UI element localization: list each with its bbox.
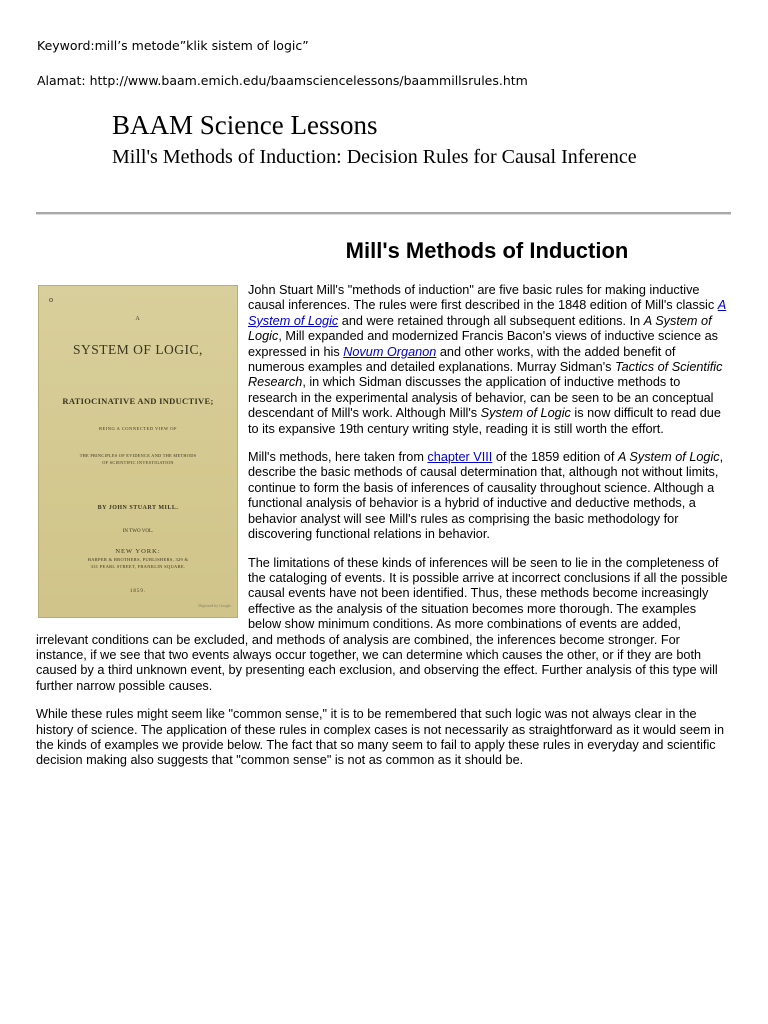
horizontal-rule <box>36 212 731 215</box>
cover-year: 1859. <box>129 589 147 594</box>
cover-stamp: Digitized by Google <box>198 602 231 608</box>
p1-italic-2: Tactics of Scientific Research <box>248 360 723 390</box>
article-body <box>36 283 732 782</box>
cover-line-1: BEING A CONNECTED VIEW OF <box>98 426 178 431</box>
p1-text-1: John Stuart Mill's "methods of induction" are five basic rules for making inductive causal inferences. The rules were first described in the 1848 edition of Mill's classic <box>248 283 718 313</box>
p1-text-4: and other works, with the added benefit of numerous examples and detailed explanations. Murray Sidman's <box>248 344 676 375</box>
site-title: BAAM Science Lessons <box>112 110 378 140</box>
p2-italic-1: A System of Logic <box>617 450 720 465</box>
p2-text-2: of the 1859 edition of <box>492 450 618 465</box>
cover-title: SYSTEM OF LOGIC, <box>73 342 203 357</box>
cover-volume: IN TWO VOL. <box>122 529 154 534</box>
cover-city: NEW YORK: <box>115 548 161 555</box>
cover-article: A <box>135 316 141 322</box>
p1-text-2: and were retained through all subsequent editions. In <box>338 313 644 328</box>
p1-text-6: is now difficult to read due to its expansive 19th century writing style, reading it is still worth the effort. <box>248 406 721 436</box>
book-cover-image <box>38 285 238 618</box>
p1-text-5: , in which Sidman discusses the application of inductive methods to research in the experimental analysis of behavior, can be seen to be an conceptual descendant of Mill's work. Although Mill's <box>248 375 714 421</box>
site-subtitle: Mill's Methods of Induction: Decision Rules for Causal Inference <box>112 146 637 168</box>
cover-mark: o <box>49 295 53 304</box>
address-line: Alamat: http://www.baam.emich.edu/baamsciencelessons/baammillsrules.htm <box>37 73 528 88</box>
a-system-of-logic-link[interactable]: A System of Logic <box>248 298 727 328</box>
chapter-viii-link[interactable]: chapter VIII <box>427 450 493 465</box>
p2-text-3: , describe the basic methods of causal determination that, although not without limits, continue to form the basis of inferences of causality throughout science. Although a functional analysis of behavior is a hybrid of inductive and deductive methods, a behavior analyst will see Mill's rules as comprising the basic methodology for discovering functional relations in behavior. <box>248 450 724 542</box>
paragraph-3: The limitations of these kinds of inferences will be seen to lie in the completeness of the cataloging of events. It is possible arrive at incorrect conclusions if all the possible causal events have not been identified. Thus, these methods become increasingly effective as the analysis of the situation becomes more thorough. The examples below show minimum conditions. As more combinations of events are added, irrelevant conditions can be excluded, and methods of analysis are combined, the inferences become stronger. For instance, if we see that two events always occur together, we can determine which causes the other, or if they are both caused by a third unknown event, by presenting each exclusion, and observing the effect. Further analysis of this type will further narrow possible causes. <box>36 555 728 693</box>
p1-text-3: , Mill expanded and modernized Francis Bacon's views of inductive science as expressed in his <box>248 329 719 359</box>
cover-subtitle: RATIOCINATIVE AND INDUCTIVE; <box>62 396 214 406</box>
cover-author: BY JOHN STUART MILL. <box>97 505 179 511</box>
page-heading: Mill's Methods of Induction <box>345 238 629 263</box>
keyword-line: Keyword:mill’s metode”klik sistem of logic” <box>37 38 309 53</box>
paragraph-4: While these rules might seem like "common sense," it is to be remembered that such logic was not always clear in the history of science. The application of these rules in complex cases is not necessarily as straightforward as it would seem in the kinds of examples we provide below. The fact that so many seem to fail to apply these rules in everyday and scientific decision making also suggests that "common sense" is not as common as it should be. <box>36 707 725 768</box>
p1-italic-3: System of Logic <box>480 406 571 421</box>
cover-line-2: THE PRINCIPLES OF EVIDENCE AND THE METHODS OF SCIENTIFIC INVESTIGATION <box>79 453 197 465</box>
novum-organon-link[interactable]: Novum Organon <box>343 344 437 359</box>
p2-text-1: Mill's methods, here taken from <box>248 450 428 465</box>
p1-italic-1: A System of Logic <box>248 313 712 344</box>
cover-publisher: HARPER & BROTHERS, PUBLISHERS, 329 & 331 PEARL STREET, FRANKLIN SQUARE. <box>87 557 189 569</box>
